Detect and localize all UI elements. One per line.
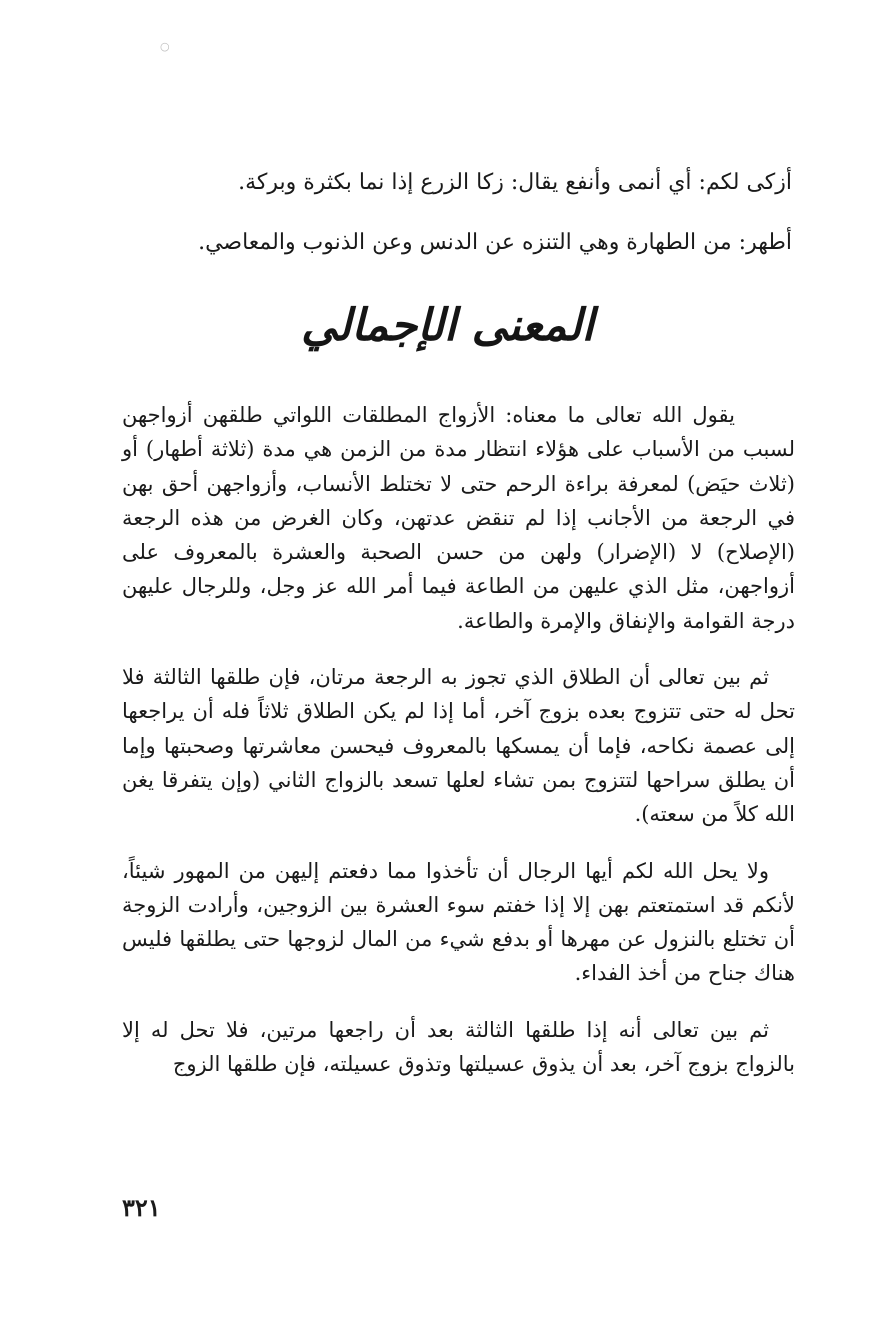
definition-line: أزكى لكم: أي أنمى وأنفع يقال: زكا الزرع إذا نما بكثرة وبركة. (238, 170, 792, 195)
paragraph: يقول الله تعالى ما معناه: الأزواج المطلقات اللواتي طلقهن أزواجهن لسبب من الأسباب على هؤلاء انتظار مدة من الزمن هي مدة (ثلاثة أطهار) أو (ثلاث حيَض) لمعرفة براءة الرحم حتى لا تختلط الأنساب، وأزواجهن أحق بهن في الرجعة من الأجانب إذا لم تنقض عدتهن، وكان الغرض من هذه الرجعة (الإصلاح) لا (الإضرار) ولهن من حسن الصحبة والعشرة بالمعروف على أزواجهن، مثل الذي عليهن من الطاعة فيما أمر الله عز وجل، وللرجال عليهن درجة القوامة والإنفاق والإمرة والطاعة. (122, 403, 795, 633)
body-text (122, 398, 795, 1103)
page-speck: ○ (160, 40, 170, 53)
definitions-block (140, 153, 792, 273)
paragraph: ثم بين تعالى أن الطلاق الذي تجوز به الرجعة مرتان، فإن طلقها الثالثة فلا تحل له حتى تتزوج بعده بزوج آخر، أما إذا لم يكن الطلاق ثلاثاً فله أن يراجعها إلى عصمة نكاحه، فإما أن يمسكها بالمعروف فيحسن معاشرتها وصحبتها وإما أن يطلق سراحها لتتزوج بمن تشاء لعلها تسعد بالزواج الثاني (وإن يتفرقا يغن الله كلاً من سعته). (122, 665, 795, 827)
paragraph: ثم بين تعالى أنه إذا طلقها الثالثة بعد أن راجعها مرتين، فلا تحل له إلا بالزواج بزوج آخر، بعد أن يذوق عسيلتها وتذوق عسيلته، فإن طلقها الزوج (122, 1017, 795, 1077)
definition-line: أطهر: من الطهارة وهي التنزه عن الدنس وعن الذنوب والمعاصي. (198, 230, 792, 255)
section-heading: المعنى الإجمالي (301, 300, 594, 351)
paragraph: ولا يحل الله لكم أيها الرجال أن تأخذوا مما دفعتم إليهن من المهور شيئاً، لأنكم قد استمتعتم بهن إلا إذا خفتم سوء العشرة بين الزوجين، وأرادت الزوجة أن تختلع بالنزول عن مهرها أو بدفع شيء من المال لزوجها حتى يطلقها فليس هناك جناح من أخذ الفداء. (122, 858, 795, 986)
page-number: ٣٢١ (122, 1193, 161, 1222)
